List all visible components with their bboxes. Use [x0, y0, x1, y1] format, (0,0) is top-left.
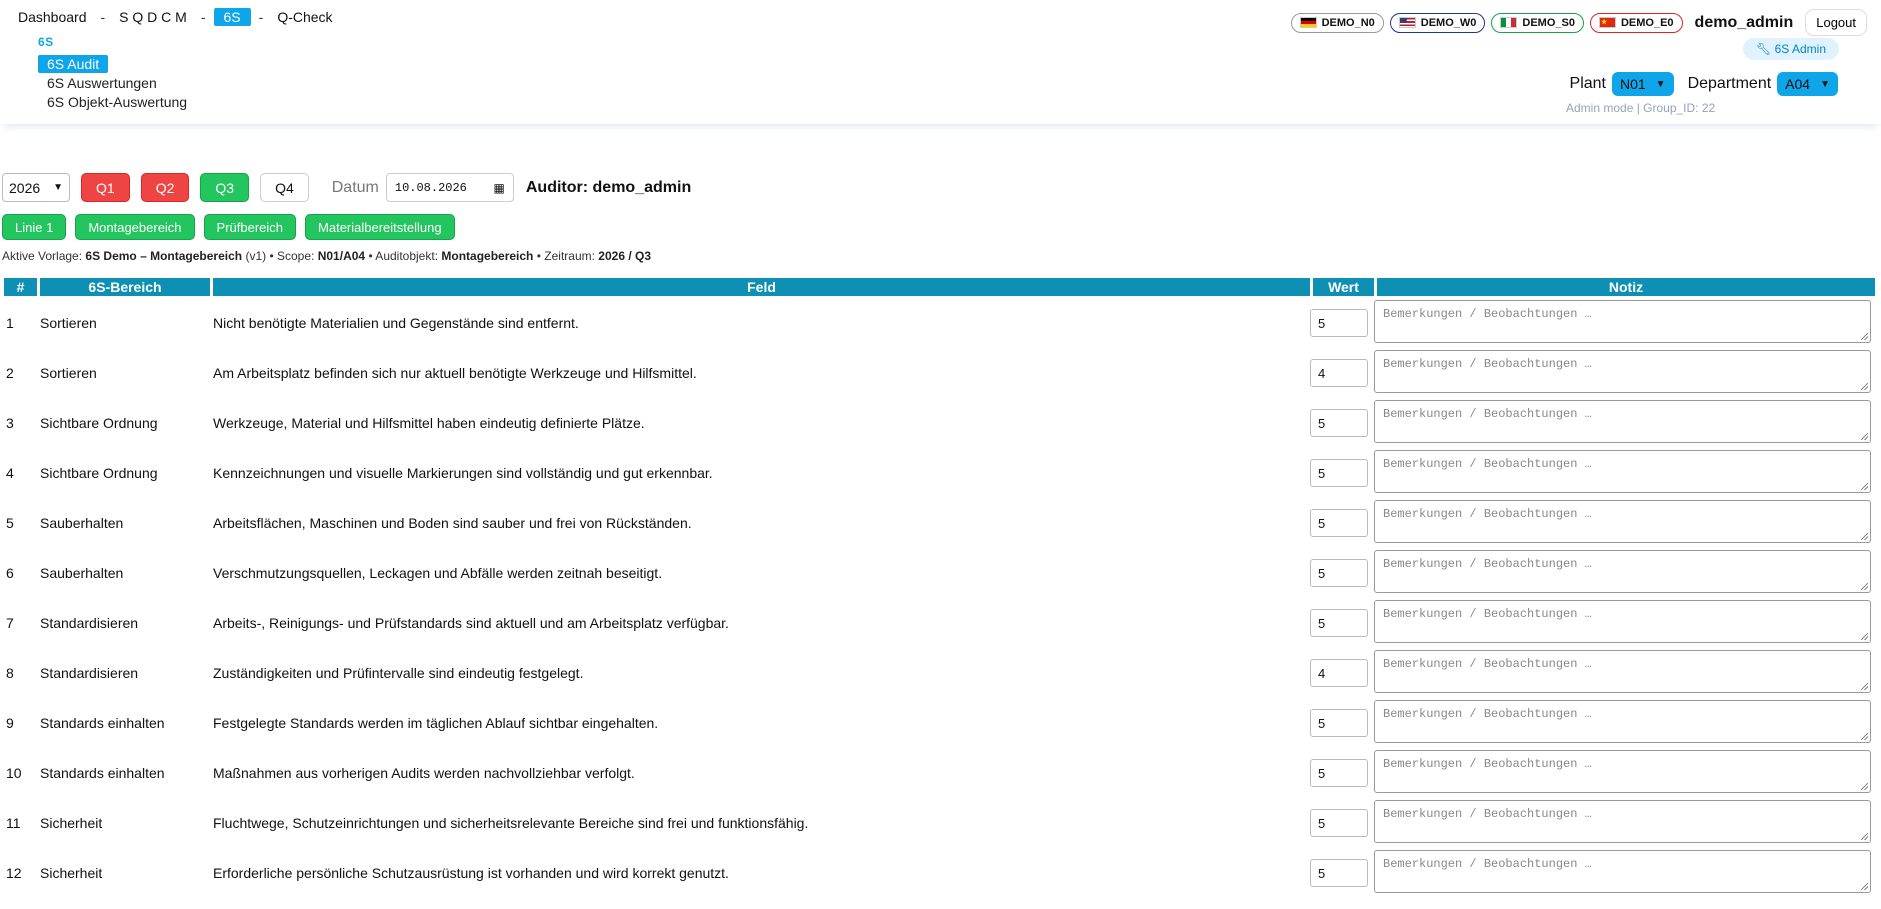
- lang-badge-de[interactable]: [1291, 13, 1384, 33]
- department-value: A04: [1785, 76, 1811, 92]
- audit-controls: [2, 173, 691, 202]
- row-number: 3: [6, 415, 14, 431]
- value-input[interactable]: 5: [1310, 559, 1368, 587]
- year-select[interactable]: [2, 173, 70, 202]
- quarter-q1-button[interactable]: Q1: [81, 173, 130, 202]
- resize-handle-icon[interactable]: [1861, 483, 1868, 490]
- row-field: Arbeitsflächen, Maschinen und Boden sind sauber und frei von Rückständen.: [213, 515, 692, 531]
- resize-handle-icon[interactable]: [1861, 383, 1868, 390]
- row-field: Maßnahmen aus vorherigen Audits werden nachvollziehbar verfolgt.: [213, 765, 635, 781]
- calendar-icon[interactable]: ▦: [493, 180, 505, 195]
- note-placeholder: Bemerkungen / Beobachtungen …: [1383, 807, 1592, 821]
- value-input[interactable]: 5: [1310, 859, 1368, 887]
- column-header-note: Notiz: [1377, 278, 1875, 296]
- value-input[interactable]: 5: [1310, 309, 1368, 337]
- resize-handle-icon[interactable]: [1861, 533, 1868, 540]
- admin-badge[interactable]: [1743, 38, 1839, 60]
- lang-label: DEMO_N0: [1321, 16, 1375, 29]
- value-input[interactable]: 5: [1310, 709, 1368, 737]
- template-prefix: Aktive Vorlage:: [2, 249, 83, 263]
- row-6s-area: Sortieren: [40, 315, 97, 331]
- row-number: 10: [6, 765, 22, 781]
- note-textarea[interactable]: [1374, 700, 1871, 743]
- object-value: Montagebereich: [441, 249, 534, 263]
- row-6s-area: Sichtbare Ordnung: [40, 465, 158, 481]
- row-field: Zuständigkeiten und Prüfintervalle sind eindeutig festgelegt.: [213, 665, 584, 681]
- row-number: 5: [6, 515, 14, 531]
- object-label: • Auditobjekt:: [368, 249, 439, 263]
- row-6s-area: Standardisieren: [40, 615, 139, 631]
- note-textarea[interactable]: [1374, 350, 1871, 393]
- datum-label: Datum: [331, 178, 379, 196]
- note-placeholder: Bemerkungen / Beobachtungen …: [1383, 407, 1592, 421]
- plant-label: Plant: [1569, 75, 1606, 92]
- value-input[interactable]: 5: [1310, 809, 1368, 837]
- row-6s-area: Sichtbare Ordnung: [40, 415, 158, 431]
- scope-label: • Scope:: [269, 249, 315, 263]
- value-input[interactable]: 5: [1310, 759, 1368, 787]
- value-input[interactable]: 4: [1310, 359, 1368, 387]
- quarter-q2-button[interactable]: Q2: [141, 173, 190, 202]
- department-select[interactable]: [1777, 72, 1838, 96]
- row-number: 6: [6, 565, 14, 581]
- note-textarea[interactable]: [1374, 400, 1871, 443]
- row-field: Festgelegte Standards werden im täglichen Ablauf sichtbar eingehalten.: [213, 715, 659, 731]
- row-number: 12: [6, 865, 22, 881]
- resize-handle-icon[interactable]: [1861, 433, 1868, 440]
- table-row: [0, 348, 1881, 398]
- table-row: [0, 698, 1881, 748]
- flag-cn-icon: ★: [1599, 17, 1616, 28]
- row-field: Erforderliche persönliche Schutzausrüstung ist vorhanden und wird korrekt genutzt.: [213, 865, 729, 881]
- admin-badge-label: 6S Admin: [1774, 42, 1826, 56]
- object-button-pruefbereich[interactable]: Prüfbereich: [204, 214, 296, 240]
- row-number: 4: [6, 465, 14, 481]
- app-header: [0, 0, 1881, 124]
- lang-badge-cn[interactable]: [1590, 13, 1683, 33]
- flag-de-icon: [1300, 17, 1317, 28]
- sub-nav-title: 6S: [38, 35, 54, 49]
- flag-us-icon: [1399, 17, 1416, 28]
- value-input[interactable]: 5: [1310, 459, 1368, 487]
- table-row: [0, 398, 1881, 448]
- chevron-down-icon: ▼: [53, 182, 63, 193]
- note-placeholder: Bemerkungen / Beobachtungen …: [1383, 307, 1592, 321]
- row-field: Fluchtwege, Schutzeinrichtungen und sicherheitsrelevante Bereiche sind frei und funktionsfähig.: [213, 815, 809, 831]
- lang-label: DEMO_E0: [1620, 16, 1674, 29]
- header-right: [1291, 9, 1867, 36]
- row-6s-area: Sortieren: [40, 365, 97, 381]
- active-template-info: [2, 249, 651, 263]
- chevron-down-icon: ▼: [1820, 78, 1830, 90]
- object-button-linie-1[interactable]: Linie 1: [2, 214, 66, 240]
- note-textarea[interactable]: [1374, 550, 1871, 593]
- quarter-q3-button[interactable]: Q3: [200, 173, 249, 202]
- nav-q-check[interactable]: Q-Check: [277, 9, 333, 25]
- table-row: [0, 548, 1881, 598]
- column-header-value: Wert: [1313, 278, 1374, 296]
- lang-badge-us[interactable]: [1390, 13, 1486, 33]
- row-6s-area: Standards einhalten: [40, 765, 165, 781]
- date-input[interactable]: [386, 173, 514, 202]
- table-row: [0, 498, 1881, 548]
- row-number: 2: [6, 365, 14, 381]
- resize-handle-icon[interactable]: [1861, 783, 1868, 790]
- note-textarea[interactable]: [1374, 850, 1871, 893]
- row-6s-area: Sauberhalten: [40, 515, 124, 531]
- row-number: 8: [6, 665, 14, 681]
- nav-separator: -: [258, 9, 264, 25]
- auditor-label: Auditor: demo_admin: [525, 178, 692, 196]
- plant-value: N01: [1619, 76, 1646, 92]
- row-field: Am Arbeitsplatz befinden sich nur aktuell benötigte Werkzeuge und Hilfsmittel.: [213, 365, 697, 381]
- nav-separator: -: [100, 9, 106, 25]
- template-version: (v1): [245, 249, 267, 263]
- chevron-down-icon: ▼: [1655, 78, 1666, 90]
- row-field: Nicht benötigte Materialien und Gegenstände sind entfernt.: [213, 315, 579, 331]
- note-textarea[interactable]: [1374, 600, 1871, 643]
- note-textarea[interactable]: [1374, 800, 1871, 843]
- note-textarea[interactable]: [1374, 500, 1871, 543]
- resize-handle-icon[interactable]: [1861, 333, 1868, 340]
- note-placeholder: Bemerkungen / Beobachtungen …: [1383, 707, 1592, 721]
- lang-label: DEMO_S0: [1522, 16, 1575, 29]
- row-field: Werkzeuge, Material und Hilfsmittel haben eindeutig definierte Plätze.: [213, 415, 645, 431]
- row-number: 1: [6, 315, 14, 331]
- object-button-montagebereich[interactable]: Montagebereich: [75, 214, 194, 240]
- value-input[interactable]: 5: [1310, 609, 1368, 637]
- template-name: 6S Demo – Montagebereich: [85, 249, 243, 263]
- logout-button[interactable]: Logout: [1805, 9, 1867, 36]
- nav-6s[interactable]: 6S: [214, 8, 251, 26]
- resize-handle-icon[interactable]: [1861, 833, 1868, 840]
- row-number: 7: [6, 615, 14, 631]
- note-textarea[interactable]: [1374, 650, 1871, 693]
- table-row: [0, 298, 1881, 348]
- nav-sqdcm[interactable]: S Q D C M: [119, 9, 187, 25]
- table-row: [0, 448, 1881, 498]
- user-name: demo_admin: [1694, 13, 1794, 31]
- row-6s-area: Sicherheit: [40, 865, 103, 881]
- row-field: Arbeits-, Reinigungs- und Prüfstandards sind aktuell und am Arbeitsplatz verfügbar.: [213, 615, 729, 631]
- resize-handle-icon[interactable]: [1861, 583, 1868, 590]
- period-label: • Zeitraum:: [536, 249, 595, 263]
- row-6s-area: Standards einhalten: [40, 715, 165, 731]
- column-header-num: #: [4, 278, 37, 296]
- table-row: [0, 748, 1881, 798]
- resize-handle-icon[interactable]: [1861, 733, 1868, 740]
- note-placeholder: Bemerkungen / Beobachtungen …: [1383, 557, 1592, 571]
- column-header-field: Feld: [213, 278, 1310, 296]
- period-value: 2026 / Q3: [598, 249, 652, 263]
- row-6s-area: Sauberhalten: [40, 565, 124, 581]
- admin-mode-text: Admin mode | Group_ID: 22: [1566, 101, 1716, 115]
- lang-badge-it[interactable]: [1491, 13, 1584, 33]
- note-placeholder: Bemerkungen / Beobachtungen …: [1383, 757, 1592, 771]
- row-number: 11: [6, 815, 21, 831]
- value-input[interactable]: 5: [1310, 409, 1368, 437]
- table-row: [0, 598, 1881, 648]
- row-field: Verschmutzungsquellen, Leckagen und Abfälle werden zeitnah beseitigt.: [213, 565, 663, 581]
- value-input[interactable]: 4: [1310, 659, 1368, 687]
- top-nav: [12, 8, 339, 26]
- row-field: Kennzeichnungen und visuelle Markierungen sind vollständig und gut erkennbar.: [213, 465, 713, 481]
- resize-handle-icon[interactable]: [1861, 633, 1868, 640]
- row-6s-area: Sicherheit: [40, 815, 103, 831]
- audit-object-buttons: [2, 214, 455, 240]
- note-placeholder: Bemerkungen / Beobachtungen …: [1383, 507, 1592, 521]
- note-placeholder: Bemerkungen / Beobachtungen …: [1383, 457, 1592, 471]
- note-textarea[interactable]: [1374, 450, 1871, 493]
- row-number: 9: [6, 715, 14, 731]
- row-6s-area: Standardisieren: [40, 665, 139, 681]
- sub-nav: [38, 35, 196, 112]
- plant-select[interactable]: [1612, 72, 1674, 96]
- column-header-area: 6S-Bereich: [40, 278, 210, 296]
- note-placeholder: Bemerkungen / Beobachtungen …: [1383, 857, 1592, 871]
- date-value: 10.08.2026: [394, 180, 467, 195]
- scope-value: N01/A04: [317, 249, 366, 263]
- resize-handle-icon[interactable]: [1861, 683, 1868, 690]
- table-row: [0, 648, 1881, 698]
- table-row: [0, 848, 1881, 898]
- lang-label: DEMO_W0: [1420, 16, 1477, 29]
- table-row: [0, 798, 1881, 848]
- plant-department-row: [1570, 72, 1838, 96]
- year-value: 2026: [9, 179, 41, 196]
- note-placeholder: Bemerkungen / Beobachtungen …: [1383, 607, 1592, 621]
- sub-nav-6s-audit[interactable]: 6S Audit: [38, 55, 108, 73]
- department-label: Department: [1687, 75, 1772, 92]
- resize-handle-icon[interactable]: [1861, 883, 1868, 890]
- table-header: [4, 278, 1874, 296]
- value-input[interactable]: 5: [1310, 509, 1368, 537]
- nav-separator: -: [200, 9, 206, 25]
- note-textarea[interactable]: [1374, 750, 1871, 793]
- sub-nav-6s-auswertungen[interactable]: 6S Auswertungen: [47, 75, 157, 91]
- flag-it-icon: [1500, 17, 1517, 28]
- quarter-q4-button[interactable]: Q4: [260, 173, 309, 202]
- note-placeholder: Bemerkungen / Beobachtungen …: [1383, 357, 1592, 371]
- object-button-materialbereitstellung[interactable]: Materialbereitstellung: [305, 214, 455, 240]
- wrench-icon: 🔧︎: [1756, 42, 1772, 56]
- note-textarea[interactable]: [1374, 300, 1871, 343]
- nav-dashboard[interactable]: Dashboard: [18, 9, 87, 25]
- note-placeholder: Bemerkungen / Beobachtungen …: [1383, 657, 1592, 671]
- sub-nav-6s-objekt-auswertung[interactable]: 6S Objekt-Auswertung: [47, 94, 188, 110]
